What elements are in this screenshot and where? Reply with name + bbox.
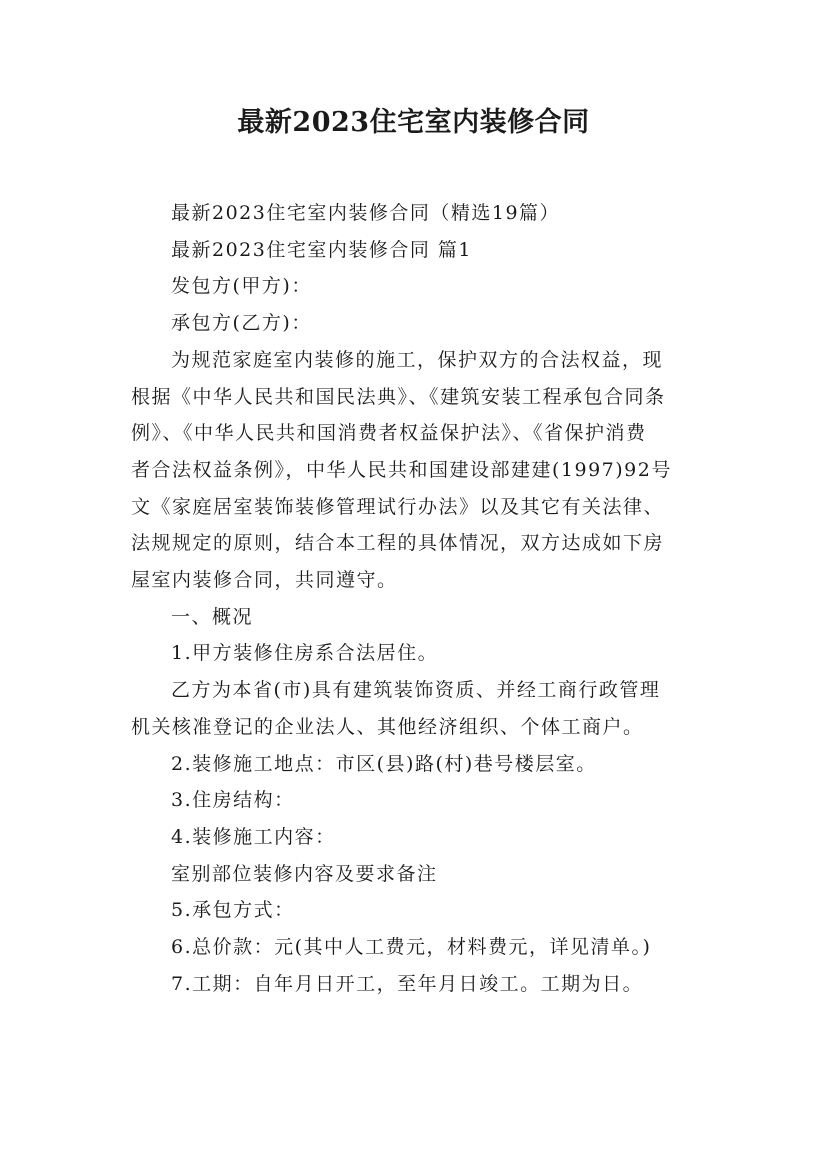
- document-line: 3.住房结构：: [171, 789, 295, 812]
- document-line: 承包方(乙方)：: [171, 312, 312, 335]
- document-line: 机关核准登记的企业法人、其他经济组织、个体工商户。: [131, 715, 644, 738]
- document-line: 一、概况: [171, 605, 254, 628]
- document-line: 例》、《中华人民共和国消费者权益保护法》、《省保护消费: [131, 422, 647, 445]
- document-line: 根据《中华人民共和国民法典》、《建筑安装工程承包合同条: [131, 385, 666, 408]
- document-body: [131, 195, 711, 1002]
- document-line: 2.装修施工地点：市区(县)路(村)巷号楼层室。: [171, 752, 597, 775]
- document-line: 为规范家庭室内装修的施工，保护双方的合法权益，现: [171, 348, 664, 371]
- document-line: 4.装修施工内容：: [171, 825, 336, 848]
- document-line: 文《家庭居室装饰装修管理试行办法》以及其它有关法律、: [131, 495, 665, 518]
- document-line: 最新2023住宅室内装修合同（精选19篇）: [171, 202, 561, 224]
- document-title: 最新2023住宅室内装修合同: [237, 107, 590, 138]
- document-line: 6.总价款：元(其中人工费元，材料费元，详见清单。): [171, 936, 652, 959]
- document-line: 1.甲方装修住房系合法居住。: [171, 642, 439, 665]
- document-line: 发包方(甲方)：: [171, 275, 312, 298]
- document-line: 5.承包方式：: [171, 899, 295, 922]
- document-line: 法规规定的原则，结合本工程的具体情况，双方达成如下房: [131, 532, 665, 555]
- document-line: 屋室内装修合同，共同遵守。: [131, 569, 398, 592]
- document-line: 者合法权益条例》，中华人民共和国建设部建建(1997)92号: [131, 458, 672, 481]
- document-line: 最新2023住宅室内装修合同 篇1: [171, 238, 472, 261]
- document-line: 7.工期：自年月日开工，至年月日竣工。工期为日。: [171, 972, 644, 995]
- document-line: 乙方为本省(市)具有建筑装饰资质、并经工商行政管理: [171, 679, 661, 702]
- document-line: 室别部位装修内容及要求备注: [171, 862, 438, 885]
